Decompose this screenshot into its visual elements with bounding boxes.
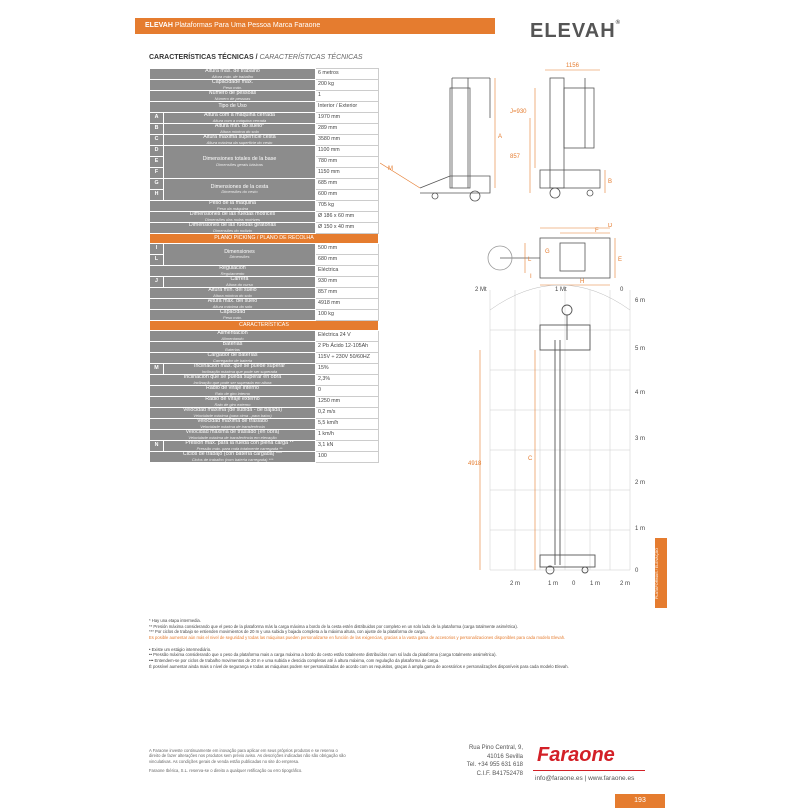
row-label-sub: Dimensões do cesto <box>221 189 258 195</box>
row-label <box>150 342 316 353</box>
table-row <box>150 223 379 234</box>
row-label-main: Dimensiones de la cesta <box>210 183 269 190</box>
row-label-main: Alimentación <box>217 330 248 337</box>
row-label <box>150 310 316 321</box>
row-label-sub: Baterias <box>225 346 240 352</box>
row-label <box>150 299 316 310</box>
elevah-logo <box>530 20 621 43</box>
address-line-2: 41016 Sevilla <box>486 753 523 760</box>
row-value: 680 mm <box>316 255 379 266</box>
row-value: 0,2 m/s <box>316 408 379 419</box>
disclaimer-2: Faraone Ibérica, S.L. reserva-se o direito a qualquer retificação ou erro tipográfico. <box>149 768 303 774</box>
row-label-sub: Altura máx. de trabalho <box>211 73 254 79</box>
address-phone: Tel. +34 955 631 618 <box>466 762 523 769</box>
row-value: 1150 mm <box>316 168 379 179</box>
row-label-sub: Raio de giro interno <box>215 390 250 396</box>
table-row <box>150 353 379 364</box>
row-value: 1970 mm <box>316 113 379 124</box>
disclaimer-1: A Faraone investe continuamente em inovação para aplicar em seus próprios produtos e se reserva o direito de fazer alterações nos produtos sem prévio aviso. As descrições indicadas não são obrigação são vinculativas. As condições gerais de venda estão publicadas no site do empresa. <box>149 748 346 764</box>
row-label-sub: Velocidade máxima (para cima - para baixo) <box>193 412 272 418</box>
table-row <box>150 80 379 91</box>
row-label-sub: Altura máxima do solo <box>212 303 253 309</box>
dimension-letter: I <box>150 244 164 255</box>
row-value: Interior / Exterior <box>316 102 379 113</box>
table-row <box>150 277 379 288</box>
row-label <box>164 277 316 288</box>
row-label-sub: Altura mínima do solo <box>213 292 252 298</box>
page-number: 193 <box>615 794 665 808</box>
row-value: Ø 150 x 40 mm <box>316 223 379 234</box>
faraone-logo: Faraone <box>537 744 615 766</box>
row-label-sub: Altura máxima da superfície do cesto <box>206 139 273 145</box>
row-value: 0 <box>316 386 379 397</box>
height-6m: 6 m <box>635 298 646 304</box>
dim-top-width: 1156 <box>566 63 579 69</box>
logo-mark: ® <box>615 20 622 26</box>
reach-diagram <box>380 280 655 600</box>
row-label-main: Cargador de baterías <box>207 352 258 359</box>
table-row <box>150 124 379 135</box>
row-value: 3,1 kN <box>316 441 379 452</box>
note-pt-2: •• Pressão máxima considerando que o peso da plataforma mais a carga máxima a bordo do cesto estão totalmente distribuídos num só lado da plataforma (carga totalmente assimétrica). <box>149 652 497 658</box>
row-value: Eléctrica <box>316 266 379 277</box>
row-value: 2,3% <box>316 375 379 386</box>
table-row <box>150 299 379 310</box>
footnotes <box>149 618 629 669</box>
dimension-letter: B <box>150 124 164 135</box>
row-label-main: Dimensiones de las ruedas motrices <box>189 211 276 218</box>
row-label <box>150 80 316 91</box>
dim-b: B <box>608 179 613 185</box>
row-label-sub: Dimensões do rodízio <box>213 227 252 233</box>
table-row <box>150 364 379 375</box>
section-title-es: CARACTERÍSTICAS TÉCNICAS <box>149 54 254 61</box>
table-row <box>150 430 379 441</box>
height-4m: 4 m <box>635 390 646 396</box>
row-label-sub: Velocidade máxima de transferência <box>200 423 265 429</box>
row-label-main: Peso de la máquina <box>209 200 256 207</box>
footer-disclaimer <box>149 748 349 774</box>
row-label-main: Dimensiones de las ruedas giratorias <box>188 222 277 229</box>
row-value: 1100 mm <box>316 146 379 157</box>
row-label-main: Presión máx. para la rueda con plena carga ** <box>185 440 294 447</box>
row-label-main: Número de pessoas <box>208 90 257 97</box>
row-label <box>150 212 316 223</box>
row-label-sub: Número de pessoas <box>214 95 251 101</box>
dimension-letter: L <box>150 255 164 266</box>
table-row <box>150 342 379 353</box>
dimension-letter: A <box>150 113 164 124</box>
spec-table <box>149 68 379 463</box>
dim-f: F <box>595 228 599 234</box>
height-2m: 2 m <box>635 480 646 486</box>
row-value: 1250 mm <box>316 397 379 408</box>
row-label <box>150 201 316 212</box>
row-value: 705 kg <box>316 201 379 212</box>
table-row <box>150 288 379 299</box>
table-row <box>150 310 379 321</box>
row-label <box>150 397 316 408</box>
row-label <box>150 266 316 277</box>
dim-l: L <box>528 257 532 263</box>
height-5m: 5 m <box>635 346 646 352</box>
row-value: 100 <box>316 452 379 463</box>
row-label-sub: Pressão máx. para roda totalmente carregada ** <box>196 445 283 451</box>
logo-text: ELEVAH <box>530 20 616 42</box>
dimension-letter: E <box>150 157 164 168</box>
dimension-letter: D <box>150 146 164 157</box>
dim-857: 857 <box>510 154 521 160</box>
note-2: ** Presión máxima considerando que el peso de la plataforma más la carga máxima a bordo de la cesta estén distribuidos por completo en un solo lado de la plataforma (carga totalmente asimétrica). <box>149 623 518 629</box>
row-value: 600 mm <box>316 190 379 201</box>
row-value: 115V ÷ 230V 50/60HZ <box>316 353 379 364</box>
section-header-label: PLANO PICKING / PLANO DE RECOLHA <box>150 234 379 244</box>
row-value: 780 mm <box>316 157 379 168</box>
row-label-main: Velocidad máxima (de subida - de bajada) <box>183 407 282 414</box>
table-section-header <box>150 321 379 331</box>
table-row <box>150 69 379 80</box>
dimension-letter: N <box>150 441 164 452</box>
note-4: Es posible aumentar aún más el nivel de seguridad y todas las máquinas pueden personalizarse en función de las exigencias, gracias a la vasta gama de accesorios y personalizaciones disponibles para cada modelo Elevah. <box>149 635 566 641</box>
height-1m: 1 m <box>635 526 646 532</box>
row-value: 200 kg <box>316 80 379 91</box>
address-line-1: Rua Pino Central, 9, <box>468 745 523 751</box>
row-value: 857 mm <box>316 288 379 299</box>
row-label-main: Inclinación que se pueda superar en obra <box>183 374 282 381</box>
row-label-sub: Dimensões gerais básicas <box>216 161 263 167</box>
row-label <box>164 179 316 201</box>
row-value: Ø 186 x 60 mm <box>316 212 379 223</box>
row-label <box>150 288 316 299</box>
row-label-sub: Dimensões <box>229 254 250 260</box>
table-row <box>150 452 379 463</box>
row-label-sub: Carregador de bateria <box>212 357 253 363</box>
row-value: 500 mm <box>316 244 379 255</box>
row-label <box>164 113 316 124</box>
dimension-letter: M <box>150 364 164 375</box>
contact-links[interactable]: info@faraone.es | www.faraone.es <box>535 775 635 782</box>
row-value: 685 mm <box>316 179 379 190</box>
row-label <box>164 364 316 375</box>
row-label <box>150 353 316 364</box>
side-view-drawing <box>380 58 650 218</box>
dim-g: G <box>545 249 550 255</box>
row-label-main: Baterías <box>222 341 243 348</box>
row-label <box>164 124 316 135</box>
row-label <box>150 91 316 102</box>
row-label-sub: Peso máx. <box>223 314 242 320</box>
row-label-main: Dimensiones <box>224 248 255 255</box>
row-label <box>164 244 316 266</box>
row-label-main: Velocidad máxima de traslado <box>197 418 268 425</box>
row-label-main: Altura mín. do suelo* <box>214 123 265 130</box>
dim-2mt: 2 Mt <box>475 287 487 293</box>
table-row <box>150 331 379 342</box>
row-label <box>150 69 316 80</box>
header-brand: ELEVAH <box>145 22 173 29</box>
row-value: 930 mm <box>316 277 379 288</box>
row-label-main: Altura mín. del suelo <box>208 287 257 294</box>
dim-m: M <box>388 166 393 172</box>
row-label-sub: Ciclos de trabalho (com bateria carregada) *** <box>191 456 274 462</box>
dimension-letter: J <box>150 277 164 288</box>
table-row <box>150 386 379 397</box>
width-0: 0 <box>572 581 576 587</box>
row-label-sub: Peso máx. <box>223 84 242 90</box>
row-label-sub: Velocidade máxima de transferência em elevação <box>188 434 277 440</box>
note-pt-1: • Existe um estágio intermediário. <box>149 646 212 652</box>
section-title: CARACTERÍSTICAS TÉCNICAS / CARACTERÍSTICAS TÉCNICAS <box>149 54 363 61</box>
row-value: Eléctrica 24 V <box>316 331 379 342</box>
table-section-header <box>150 234 379 244</box>
address-cif: C.I.F. B41752478 <box>476 771 523 778</box>
row-label <box>150 452 316 463</box>
row-label-main: Tipo de Uso <box>218 103 247 110</box>
row-label-main: Altura máxima superfície cesta <box>203 134 276 141</box>
header-subtitle: Plataformas Para Uma Pessoa Marca Faraone <box>172 22 321 29</box>
dim-1mt: 1 Mt <box>555 287 567 293</box>
width-2m-left: 2 m <box>510 581 521 587</box>
row-label <box>164 135 316 146</box>
table-row <box>150 266 379 277</box>
catalog-page <box>135 18 665 804</box>
row-label-main: Radio de viraje interno <box>206 385 259 392</box>
width-1m-right: 1 m <box>590 581 601 587</box>
height-3m: 3 m <box>635 436 646 442</box>
row-value: 5,5 km/h <box>316 419 379 430</box>
row-label-main: Regulación <box>219 265 246 272</box>
table-row <box>150 102 379 113</box>
row-label <box>150 223 316 234</box>
row-label <box>150 331 316 342</box>
row-label-main: Ciclos de trabajo (con batería cargada) *** <box>182 451 283 458</box>
row-label <box>150 430 316 441</box>
table-row <box>150 146 379 157</box>
row-label-sub: Regulamento <box>220 270 245 276</box>
dimension-letter: F <box>150 168 164 179</box>
row-label-sub: Inclinação que pode ser superada em altura <box>193 379 272 385</box>
width-1m-left: 1 m <box>548 581 559 587</box>
row-label-sub: Altura do curso <box>226 281 253 287</box>
note-1: * Hay una etapa intermedia. <box>149 618 201 623</box>
row-label-sub: Raio de giro externo <box>214 401 251 407</box>
table-row <box>150 135 379 146</box>
row-label-main: Radio de viraje externo <box>205 396 260 403</box>
dim-a: A <box>498 134 503 140</box>
row-value: 15% <box>316 364 379 375</box>
dim-j: J=930 <box>510 109 527 115</box>
height-0: 0 <box>635 568 639 574</box>
row-label-main: Velocidad máxima de traslado (en obra) <box>185 429 280 436</box>
row-label <box>150 408 316 419</box>
row-label-main: Altura com a máquina cerrada <box>204 112 275 119</box>
table-row <box>150 441 379 452</box>
table-row <box>150 397 379 408</box>
row-label-main: Carrera <box>230 276 249 283</box>
row-label-main: Capacidade máx. <box>211 79 254 86</box>
row-label <box>164 441 316 452</box>
row-label-main: Altura máx. del suelo <box>207 298 258 305</box>
row-value: 6 metros <box>316 69 379 80</box>
dim-d: D <box>608 223 613 229</box>
row-label-main: Capacidad <box>219 309 246 316</box>
row-label-sub: Altura com a máquina cerrada <box>212 117 267 123</box>
row-value: 1 <box>316 91 379 102</box>
section-title-pt: CARACTERÍSTICAS TÉCNICAS <box>259 54 363 61</box>
row-value: 4918 mm <box>316 299 379 310</box>
company-address <box>435 744 523 779</box>
row-label-sub: Dimensões das rodas motrizes <box>205 216 260 222</box>
table-row <box>150 201 379 212</box>
dim-h: H <box>580 279 585 285</box>
width-2m-right: 2 m <box>620 581 631 587</box>
row-value: 2 Pb Ácido 12-105Ah <box>316 342 379 353</box>
row-value: 3580 mm <box>316 135 379 146</box>
row-label-main: Altura máx. de trabalho <box>205 68 260 75</box>
table-row <box>150 244 379 255</box>
table-row <box>150 179 379 190</box>
header-bar <box>135 18 495 34</box>
row-label-sub: Inclinação máxima que pode ser superada <box>201 368 278 374</box>
row-value: 289 mm <box>316 124 379 135</box>
row-label <box>150 419 316 430</box>
note-3: *** Por ciclos de trabajo se entienden movimientos de 20 m y una subida y bajada completa a la máxima altura, con ajuste de la plataforma de carga. <box>149 629 426 635</box>
row-label <box>150 386 316 397</box>
table-row <box>150 91 379 102</box>
row-label-main: Dimensiones totales de la base <box>202 156 277 163</box>
table-row <box>150 212 379 223</box>
side-tab: PLATAFORMAS / ELEVAÇÃO <box>655 538 667 608</box>
dimension-letter: H <box>150 190 164 201</box>
dimension-letter: C <box>150 135 164 146</box>
row-label <box>150 102 316 113</box>
row-value: 1 km/h <box>316 430 379 441</box>
dim-e: E <box>618 257 623 263</box>
table-row <box>150 113 379 124</box>
dim-0mt: 0 <box>620 287 624 293</box>
row-value: 100 kg <box>316 310 379 321</box>
note-pt-4: É possível aumentar ainda mais o nível de segurança e todas as máquinas podem ser personalizadas de acordo com os requisitos, graças à ampla gama de acessórios e personalizações disponíveis para cada modelo Elevah. <box>149 663 569 669</box>
table-row <box>150 419 379 430</box>
section-header-label: CARACTERÍSTICAS <box>150 321 379 331</box>
table-row <box>150 408 379 419</box>
logo-underline <box>533 770 645 771</box>
row-label <box>150 375 316 386</box>
row-label-sub: Altura mínima do solo <box>220 128 259 134</box>
row-label-sub: Alimentando <box>221 335 244 341</box>
row-label <box>164 146 316 179</box>
table-row <box>150 375 379 386</box>
dim-4918: 4918 <box>468 461 482 467</box>
dim-i: I <box>530 274 532 280</box>
dim-c: C <box>528 456 533 462</box>
note-pt-3: ••• Entendem-se por ciclos de trabalho movimentos de 20 m e uma subida e descida completas até à altura máxima, com regulação da plataforma de carga. <box>149 658 440 664</box>
row-label-sub: Peso da máquina <box>216 205 249 211</box>
dimension-letter: G <box>150 179 164 190</box>
row-label-main: Inclinación máx. que se puede superar <box>194 363 285 370</box>
